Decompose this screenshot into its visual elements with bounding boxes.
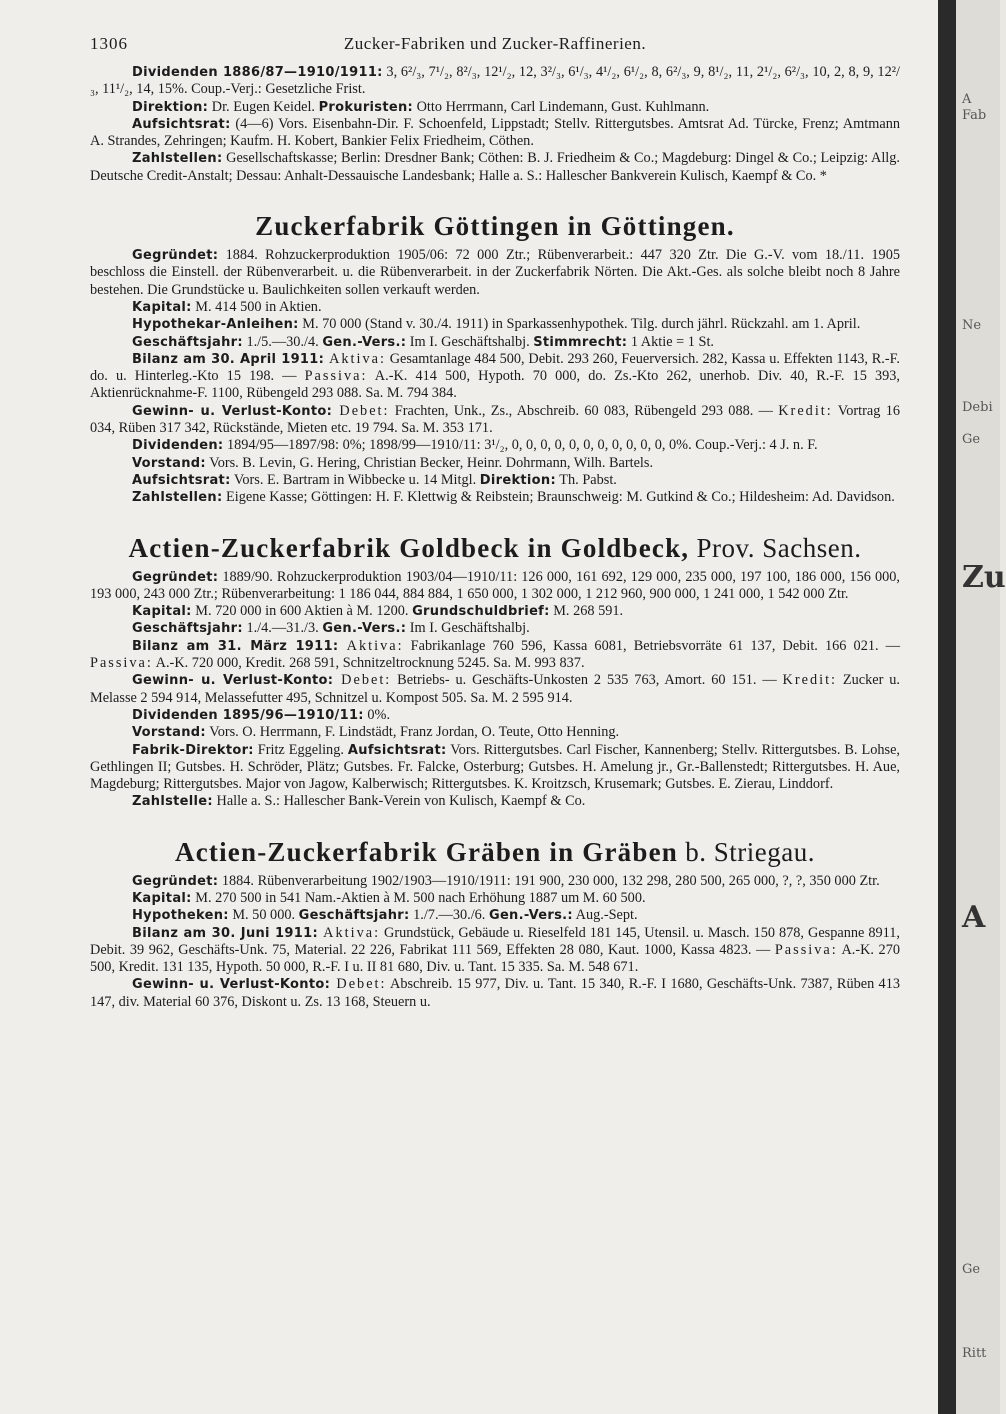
margin-fragment: A — [962, 92, 972, 107]
label-genvers: Gen.-Vers.: — [322, 621, 407, 637]
label-kredit: Kredit: — [778, 402, 833, 419]
paragraph-hypotheken — [90, 907, 900, 924]
entry-previous-continued — [90, 64, 900, 185]
text-aufsichtsrat: Vors. E. Bartram in Wibbecke u. 14 Mitgl. — [230, 471, 480, 488]
label-zahlstellen: Zahlstellen: — [132, 490, 223, 506]
label-geschaeftsjahr: Geschäftsjahr: — [298, 908, 410, 924]
paragraph-hypothekar — [90, 316, 900, 333]
margin-fragment: Ritt — [962, 1346, 987, 1361]
paragraph-dividenden — [90, 707, 900, 724]
margin-fragment: Fab — [962, 108, 987, 123]
text-direktion: Th. Pabst. — [555, 471, 617, 488]
text-gegruendet: 1889/90. Rohzuckerproduktion 1903/04—1910/11: 126 000, 161 692, 129 000, 235 000, 197 100, 186 000, 156 000, 193 000, 243 000 Ztr.; Rübenverarbeitung: 1 186 044, 884 884, 1 650 000, 1 302 000, 1 212 960, 900 000, 1 241 000, 1 542 000 Ztr. — [90, 568, 900, 602]
entry-graeben — [90, 837, 900, 1011]
text-zahlstellen: Gesellschaftskasse; Berlin: Dresdner Bank; Cöthen: B. J. Friedheim & Co.; Magdeburg: Dingel & Co.; Leipzig: Allg. Deutsche Credit-Anstalt; Dessau: Anhalt-Dessauische Landesbank; Halle a. S.: Hallescher Bankverein Kulisch, Kaempf & Co. * — [90, 150, 900, 184]
text-bilanz-passiva: A.-K. 414 500, Hypoth. 70 000, do. Zs.-Kto 262, unerhob. Div. 40, R.-F. 15 393, Aktienrücknahme-F. 1100, Rübengeld 293 088. Sa. M. 794 384. — [90, 368, 900, 402]
label-geschaeftsjahr: Geschäftsjahr: — [132, 334, 243, 350]
label-gegruendet: Gegründet: — [132, 873, 219, 889]
text-gewinn-debet: Frachten, Unk., Zs., Abschreib. 60 083, Rübengeld 293 088. — — [389, 402, 779, 419]
paragraph-direktion — [90, 99, 900, 116]
text-bilanz-passiva: A.-K. 270 500, Kredit. 131 135, Hypoth. 50 000, R.-F. I u. II 81 680, Div. u. Tant. 15 335. Sa. M. 548 671. — [90, 941, 900, 976]
entry-title-main: Actien-Zuckerfabrik Gräben in Gräben — [175, 836, 678, 867]
label-vorstand: Vorstand: — [132, 455, 206, 471]
text-gewinn-kredit: Zucker u. Melasse 2 594 914, Melassefutter 495, Schnitzel u. Kompost 505. Sa. M. 2 595 914. — [90, 672, 901, 706]
label-bilanz: Bilanz am 31. März 1911: — [132, 638, 339, 654]
entry-goettingen — [90, 211, 900, 506]
text-bilanz-aktiva: Fabrikanlage 760 596, Kassa 6081, Betriebsvorräte 61 137, Debit. 166 021. — — [403, 637, 901, 654]
label-vorstand: Vorstand: — [132, 725, 206, 741]
label-gewinn: Gewinn- u. Verlust-Konto: — [132, 403, 333, 419]
label-gewinn: Gewinn- u. Verlust-Konto: — [132, 673, 334, 689]
text-fabrikdirektor: Fritz Eggeling. — [253, 741, 348, 758]
paragraph-bilanz — [90, 351, 900, 403]
label-kapital: Kapital: — [132, 890, 192, 906]
text-bilanz-aktiva: Gesamtanlage 484 500, Debit. 293 260, Feuerversich. 282, Kassa u. Effekten 1143, R.-F. do. u. Hinterleg.-Kto 15 198. — — [90, 350, 900, 385]
paragraph-gegruendet — [90, 247, 900, 299]
paragraph-kapital — [90, 890, 900, 907]
entry-title — [90, 837, 900, 867]
label-kapital: Kapital: — [132, 299, 192, 315]
adjacent-page-edge — [956, 0, 1006, 1414]
label-gewinn: Gewinn- u. Verlust-Konto: — [132, 977, 331, 993]
text-gewinn-kredit: Vortrag 16 034, Rüben 317 342, Rückstände, Mieten etc. 19 794. Sa. M. 353 171. — [90, 402, 901, 437]
entry-title — [90, 533, 900, 563]
text-geschaeftsjahr: 1./5.—30./4. — [242, 333, 323, 350]
text-gewinn-debet: Abschreib. 15 977, Div. u. Tant. 15 340, R.-F. I 1680, Geschäfts-Unk. 7387, Rüben 413 147, div. Material 60 376, Diskont u. Zs. 13 168, Steuern u. — [90, 976, 900, 1010]
label-aufsichtsrat: Aufsichtsrat: — [347, 742, 447, 758]
paragraph-gegruendet — [90, 569, 900, 604]
text-stimmrecht: 1 Aktie = 1 St. — [627, 333, 714, 350]
label-bilanz: Bilanz am 30. Juni 1911: — [132, 925, 318, 941]
label-genvers: Gen.-Vers.: — [322, 334, 407, 350]
text-vorstand: Vors. O. Herrmann, F. Lindstädt, Franz Jordan, O. Teute, Otto Henning. — [205, 724, 620, 741]
label-genvers: Gen.-Vers.: — [488, 908, 573, 924]
text-hypothekar: M. 70 000 (Stand v. 30./4. 1911) in Sparkassenhypothek. Tilg. durch jährl. Rückzahl. am 1. April. — [298, 316, 861, 333]
text-aufsichtsrat: Vors. Rittergutsbes. Carl Fischer, Kannenberg; Stellv. Rittergutsbes. B. Lohse, Gethlingen II; Gutsbes. H. Schröder, Plätz; Gutsbes. Fr. Falcke, Osterburg; Gutsbes. H. Amelung jr., Gr.-Ballenstedt; Rittergutsbes. H. Aue, Magdeburg; Rittergutsbes. Major von Jagow, Kalberwisch; Rittergutsbes. K. Kroitzsch, Krusemark; Gutsbes. E. Zierau, Linddorf. — [90, 741, 900, 793]
text-bilanz-aktiva: Grundstück, Gebäude u. Rieselfeld 181 145, Utensil. u. Masch. 150 878, Gespanne 8911, Debit. 39 962, Geschäfts-Unk. 75, Material. 22 226, Fabrikat 111 569, Effekten 28 080, Kaut. 1000, Kassa 4823. — — [90, 924, 901, 958]
margin-fragment: Ge — [962, 1262, 981, 1277]
text-dividenden: 3, 6²/₃, 7¹/₂, 8²/₃, 12¹/₂, 12, 3²/₃, 6¹/₃, 4¹/₂, 6¹/₂, 8, 6²/₃, 9, 8¹/₂, 11, 2¹/₂, 6²/₃, 10, 2, 8, 9, 12²/₃, 11¹/₂, 14, 15%. Coup.-Verj.: Gesetzliche Frist. — [90, 64, 900, 98]
text-gegruendet: 1884. Rübenverarbeitung 1902/1903—1910/1911: 191 900, 230 000, 132 298, 280 500, 265 000, ?, ?, 350 000 Ztr. — [218, 872, 880, 889]
paragraph-vorstand — [90, 455, 900, 472]
label-aufsichtsrat: Aufsichtsrat: — [132, 472, 231, 488]
text-vorstand: Vors. B. Levin, G. Hering, Christian Becker, Heinr. Dohrmann, Wilh. Bartels. — [205, 454, 654, 471]
label-aktiva: Aktiva: — [317, 924, 381, 941]
entry-title: Zuckerfabrik Göttingen in Göttingen. — [255, 211, 735, 242]
label-fabrikdirektor: Fabrik-Direktor: — [132, 742, 254, 758]
margin-fragment: Zu — [962, 560, 1006, 595]
margin-fragment: Ne — [962, 318, 982, 333]
text-kapital: M. 414 500 in Aktien. — [191, 298, 322, 315]
text-gewinn-debet: Betriebs- u. Geschäfts-Unkosten 2 535 763, Amort. 60 151. — — [391, 672, 783, 689]
text-gegruendet: 1884. Rohzuckerproduktion 1905/06: 72 000 Ztr.; Rübenverarbeit.: 447 320 Ztr. Die G.-V. vom 18./11. 1905 beschloss die Einstell. der Rübenverarbeit. u. die Rübenverarbeit. in der Zuckerfabrik Nörten. Die Akt.-Ges. als solche bleibt noch 8 Jahre bestehen. Die Grundstücke u. Baulichkeiten sollen verkauft werden. — [90, 247, 900, 298]
text-genvers: Im I. Geschäftshalbj. — [406, 620, 530, 637]
paragraph-kapital — [90, 299, 900, 316]
label-kapital: Kapital: — [132, 604, 192, 620]
paragraph-gewinn — [90, 976, 900, 1011]
label-dividenden: Dividenden 1895/96—1910/11: — [132, 707, 364, 723]
label-grundschuld: Grundschuldbrief: — [412, 604, 550, 620]
paragraph-fabrikdirektor — [90, 742, 900, 794]
paragraph-bilanz — [90, 925, 900, 977]
text-kapital: M. 270 500 in 541 Nam.-Aktien à M. 500 nach Erhöhung 1887 um M. 60 500. — [191, 889, 646, 906]
paragraph-geschaeftsjahr — [90, 620, 900, 637]
label-aktiva: Aktiva: — [324, 350, 386, 367]
paragraph-gewinn — [90, 403, 900, 438]
label-dividenden: Dividenden: — [132, 438, 224, 454]
paragraph-zahlstelle — [90, 793, 900, 810]
label-debet: Debet: — [330, 976, 387, 993]
label-dividenden: Dividenden 1886/87—1910/1911: — [132, 65, 383, 80]
paragraph-geschaeftsjahr — [90, 334, 900, 351]
text-genvers: Im I. Geschäftshalbj. — [406, 333, 534, 350]
text-prokuristen: Otto Herrmann, Carl Lindemann, Gust. Kuhlmann. — [413, 98, 710, 115]
paragraph-aufsichtsrat — [90, 116, 900, 151]
text-dividenden: 0%. — [363, 706, 391, 723]
text-zahlstellen: Eigene Kasse; Göttingen: H. F. Klettwig & Reibstein; Braunschweig: M. Gutkind & Co.; Hildesheim: Ad. Davidson. — [222, 489, 895, 506]
paragraph-gewinn — [90, 672, 900, 707]
label-debet: Debet: — [332, 402, 390, 419]
text-aufsichtsrat: (4—6) Vors. Eisenbahn-Dir. F. Schoenfeld, Lippstadt; Stellv. Rittergutsbes. Amtsrat Ad. Türcke, Frenz; Amtmann A. Strandes, Zehringen; Kaufm. H. Kobert, Bankier Felix Friedheim, Cöthen. — [90, 115, 900, 150]
text-dividenden: 1894/95—1897/98: 0%; 1898/99—1910/11: 3¹/₂, 0, 0, 0, 0, 0, 0, 0, 0, 0, 0, 0, 0%. Coup.-Verj.: 4 J. n. F. — [223, 437, 818, 454]
label-zahlstelle: Zahlstelle: — [132, 794, 213, 810]
text-genvers: Aug.-Sept. — [572, 907, 638, 924]
binding-gutter — [938, 0, 956, 1414]
text-grundschuld: M. 268 591. — [549, 603, 624, 620]
label-gegruendet: Gegründet: — [132, 569, 219, 585]
entry-goldbeck — [90, 533, 900, 811]
label-hypotheken: Hypotheken: — [132, 908, 229, 924]
page-content — [90, 64, 900, 1011]
entry-title-main: Actien-Zuckerfabrik Goldbeck in Goldbeck, — [128, 532, 690, 563]
label-passiva: Passiva: — [774, 941, 838, 958]
paragraph-zahlstellen — [90, 150, 900, 185]
paragraph-aufsichtsrat — [90, 472, 900, 489]
paragraph-zahlstellen — [90, 489, 900, 506]
label-gegruendet: Gegründet: — [132, 248, 219, 264]
paragraph-kapital — [90, 603, 900, 620]
label-aktiva: Aktiva: — [338, 637, 404, 654]
label-aufsichtsrat: Aufsichtsrat: — [132, 116, 231, 132]
label-zahlstellen: Zahlstellen: — [132, 151, 223, 167]
label-passiva: Passiva: — [304, 368, 368, 385]
running-title: Zucker-Fabriken und Zucker-Raffinerien. — [343, 34, 647, 53]
text-geschaeftsjahr: 1./7.—30./6. — [409, 907, 489, 924]
margin-fragment: A — [962, 900, 986, 935]
label-direktion: Direktion: — [479, 472, 556, 488]
label-kredit: Kredit: — [782, 672, 838, 689]
label-bilanz: Bilanz am 30. April 1911: — [132, 351, 325, 367]
paragraph-dividenden — [90, 64, 900, 99]
label-direktion: Direktion: — [132, 99, 209, 115]
paragraph-vorstand — [90, 724, 900, 741]
entry-title-tail: Prov. Sachsen. — [689, 532, 862, 563]
label-hypothekar: Hypothekar-Anleihen: — [132, 317, 299, 333]
label-prokuristen: Prokuristen: — [318, 99, 414, 115]
text-bilanz-passiva: A.-K. 720 000, Kredit. 268 591, Schnitzeltrocknung 5245. Sa. M. 993 837. — [152, 655, 585, 672]
label-geschaeftsjahr: Geschäftsjahr: — [132, 621, 243, 637]
text-geschaeftsjahr: 1./4.—31./3. — [242, 620, 323, 637]
text-zahlstelle: Halle a. S.: Hallescher Bank-Verein von Kulisch, Kaempf & Co. — [212, 793, 586, 810]
paragraph-gegruendet — [90, 873, 900, 890]
label-debet: Debet: — [333, 672, 392, 689]
margin-fragment: Ge — [962, 432, 981, 447]
text-kapital: M. 720 000 in 600 Aktien à M. 1200. — [191, 603, 413, 620]
text-direktion: Dr. Eugen Keidel. — [208, 98, 319, 115]
paragraph-dividenden — [90, 437, 900, 454]
label-passiva: Passiva: — [90, 655, 153, 672]
page-header — [90, 34, 900, 56]
paragraph-bilanz — [90, 638, 900, 673]
label-stimmrecht: Stimmrecht: — [533, 334, 628, 350]
text-hypotheken: M. 50 000. — [228, 907, 299, 924]
page-number: 1306 — [90, 34, 128, 53]
margin-fragment: Debi — [962, 400, 993, 415]
entry-title-tail: b. Striegau. — [677, 836, 815, 867]
